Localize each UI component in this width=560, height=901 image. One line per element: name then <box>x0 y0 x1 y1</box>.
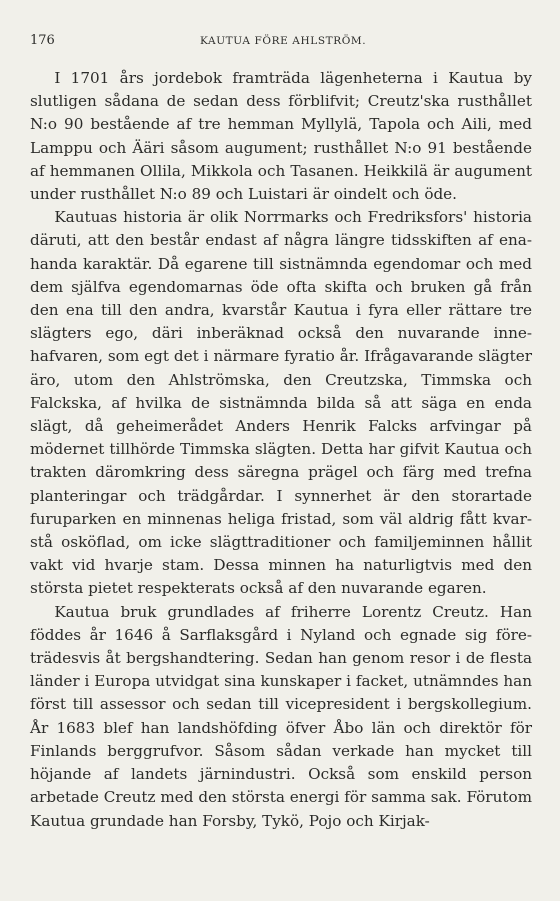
paragraph: Kautuas historia är olik Norrmarks och Fredriksfors' historia däruti, att den består endast af några längre tidsskiften af enahanda karaktär. Då egarene till sistnämnda egendomar och med dem själfva egendomarnas öde ofta skifta och bruken gå från den ena till den andra, kvarstår Kautua i fyra eller rättare tre slägters ego, däri inberäknad också den nuvarande innehafvaren, som egt det i närmare fyratio år. Ifrågavarande slägter äro, utom den Ahlströmska, den Creutzska, Timmska och Falckska, af hvilka de sistnämnda bilda så att säga en enda slägt, då geheimerådet Anders Henrik Falcks arfvingar på mödernet tillhörde Timmska slägten. Detta har gifvit Kautua och trakten däromkring dess säregna prägel och färg med trefna planteringar och trädgårdar. I synnerhet är den storartade furuparken en minnenas heliga fristad, som väl aldrig fått kvarstå osköflad, om icke slägttraditioner och familjeminnen hållit vakt vid hvarje stam. Dessa minnen ha naturligtvis med den största pietet respekterats också af den nuvarande egaren. <box>30 208 532 598</box>
paragraph: Kautua bruk grundlades af friherre Lorentz Creutz. Han föddes år 1646 å Sarflaksgård i Nyland och egnade sig företrädesvis åt bergshandtering. Sedan han genom resor i de flesta länder i Europa utvidgat sina kunskaper i facket, utnämndes han först till assessor och sedan till vicepresident i bergskollegium. År 1683 blef han landshöfding öfver Åbo län och direktör för Finlands berggrufvor. Såsom sådan verkade han mycket till höjande af landets järnindustri. Också som enskild person arbetade Creutz med den största energi för samma sak. Förutom Kautua grundade han Forsby, Tykö, Pojo och Kirjak- <box>30 602 532 830</box>
book-page <box>30 33 532 833</box>
body-text <box>30 67 532 833</box>
running-head: KAUTUA FÖRE AHLSTRÖM. <box>200 35 367 47</box>
paragraph: I 1701 års jordebok framträda lägenheterna i Kautua by slutligen sådana de sedan dess förblifvit; Creutz'ska rusthållet N:o 90 bestående af tre hemman Myllylä, Tapola och Aili, med Lamppu och Ääri såsom augument; rusthållet N:o 91 bestående af hemmanen Ollila, Mikkola och Tasanen. Heikkilä är augument under rusthållet N:o 89 och Luistari är oindelt och öde. <box>30 69 532 204</box>
page-header <box>30 33 532 55</box>
page-number: 176 <box>30 33 55 48</box>
